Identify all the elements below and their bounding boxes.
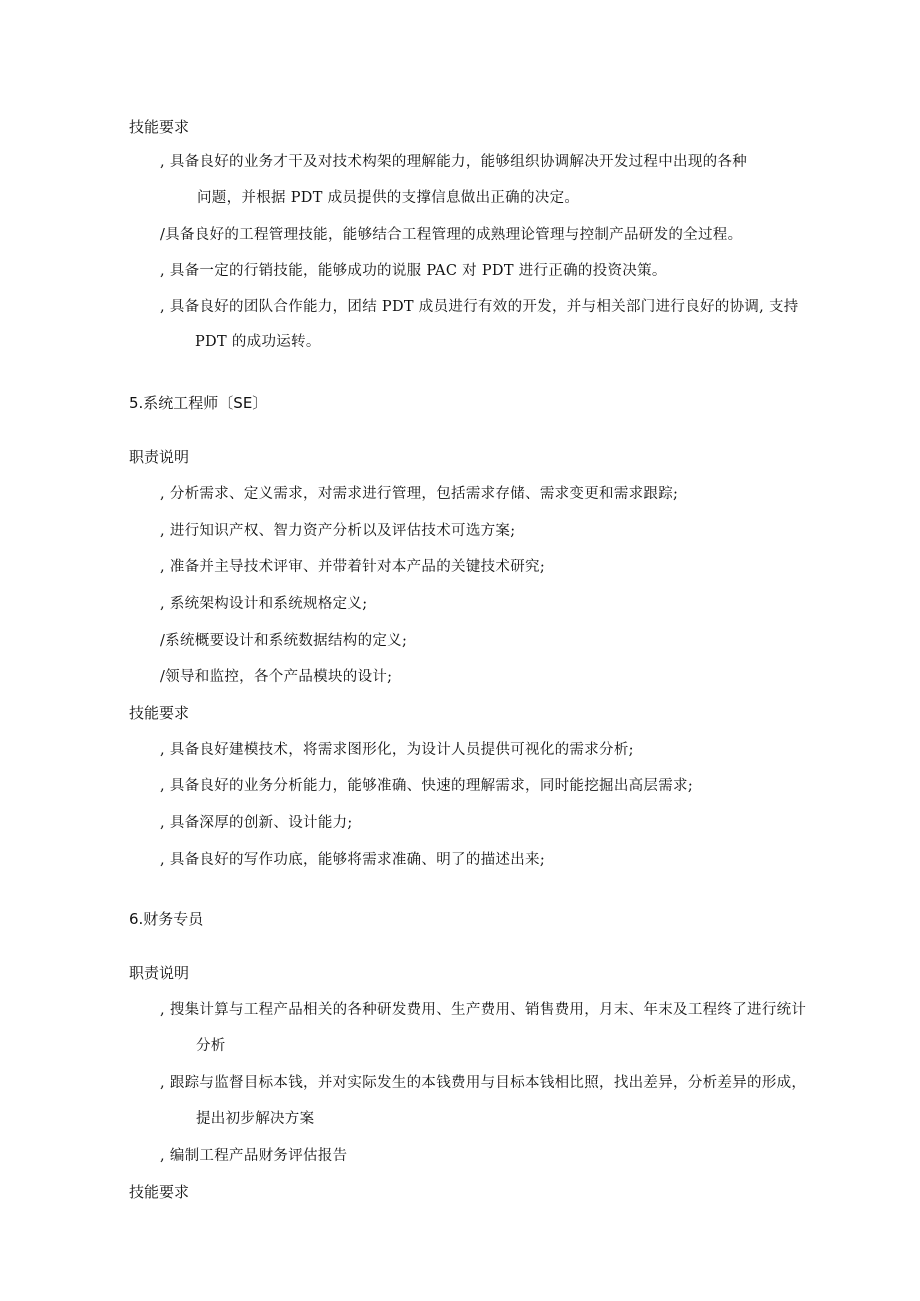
list-item: , 具备一定的行销技能，能够成功的说服 PAC 对 PDT 进行正确的投资决策。 bbox=[160, 263, 667, 279]
list-item: , 进行知识产权、智力资产分析以及评估技术可选方案; bbox=[160, 523, 516, 539]
list-item-continuation: 问题，并根据 PDT 成员提供的支撑信息做出正确的决定。 bbox=[197, 190, 580, 206]
section-subheading: 职责说明 bbox=[129, 964, 190, 982]
section-subheading: 技能要求 bbox=[129, 118, 190, 136]
list-item: , 具备良好的业务分析能力，能够准确、快速的理解需求，同时能挖掘出高层需求; bbox=[160, 778, 693, 794]
list-item: , 分析需求、定义需求，对需求进行管理，包括需求存储、需求变更和需求跟踪; bbox=[160, 486, 679, 502]
list-item-continuation: 分析 bbox=[196, 1038, 226, 1054]
section-subheading: 职责说明 bbox=[129, 448, 190, 466]
list-item: , 跟踪与监督目标本钱，并对实际发生的本钱费用与目标本钱相比照，找出差异，分析差异的形成， bbox=[160, 1075, 807, 1091]
list-item: /具备良好的工程管理技能，能够结合工程管理的成熟理论管理与控制产品研发的全过程。 bbox=[160, 227, 743, 243]
list-item: , 具备深厚的创新、设计能力; bbox=[160, 815, 353, 831]
list-item: , 具备良好的团队合作能力，团结 PDT 成员进行有效的开发，并与相关部门进行良好的协调, 支持 bbox=[160, 299, 799, 315]
section-subheading: 技能要求 bbox=[129, 704, 190, 722]
list-item: , 系统架构设计和系统规格定义; bbox=[160, 596, 368, 612]
list-item: , 搜集计算与工程产品相关的各种研发费用、生产费用、销售费用，月末、年末及工程终了进行统计 bbox=[160, 1002, 807, 1018]
list-item: /领导和监控，各个产品模块的设计; bbox=[160, 669, 393, 685]
list-item: , 具备良好的写作功底，能够将需求准确、明了的描述出来; bbox=[160, 852, 546, 868]
section-subheading: 技能要求 bbox=[129, 1183, 190, 1201]
list-item: , 编制工程产品财务评估报告 bbox=[160, 1148, 348, 1164]
list-item: , 具备良好建模技术，将需求图形化，为设计人员提供可视化的需求分析; bbox=[160, 742, 634, 758]
list-item-continuation: PDT 的成功运转。 bbox=[195, 334, 321, 350]
section-heading: 5.系统工程师〔SE〕 bbox=[129, 394, 268, 412]
list-item: , 具备良好的业务才干及对技术构架的理解能力，能够组织协调解决开发过程中出现的各种 bbox=[160, 154, 748, 170]
list-item: /系统概要设计和系统数据结构的定义; bbox=[160, 633, 408, 649]
section-heading: 6.财务专员 bbox=[129, 910, 204, 928]
list-item: , 准备并主导技术评审、并带着针对本产品的关键技术研究; bbox=[160, 559, 546, 575]
list-item-continuation: 提出初步解决方案 bbox=[196, 1111, 315, 1127]
